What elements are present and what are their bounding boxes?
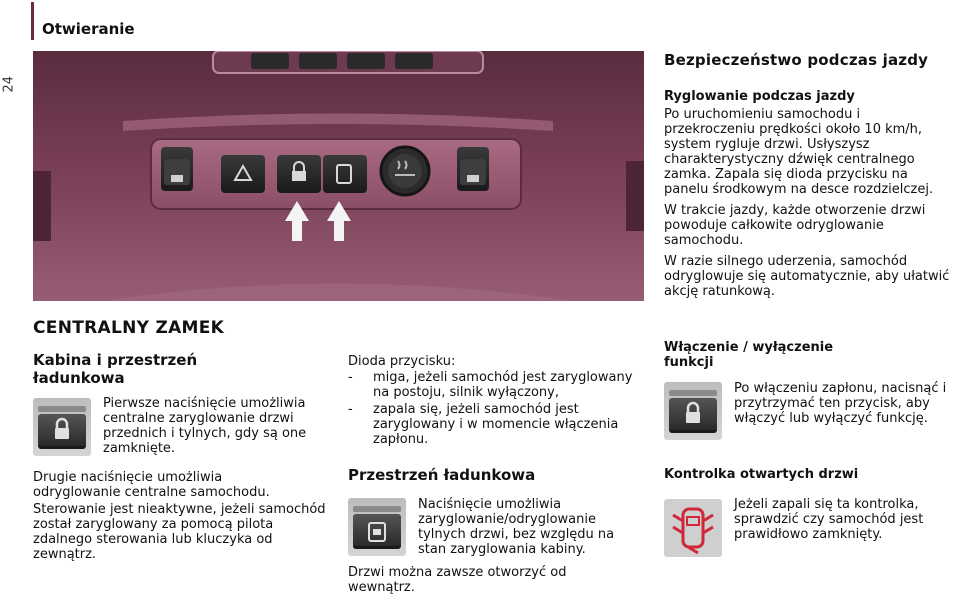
locking-text bbox=[664, 107, 954, 305]
cabin-heading: Kabina i przestrzeń ładunkowa bbox=[33, 351, 198, 387]
warning-text: Jeżeli zapali się ta kontrolka, sprawdzić czy samochód jest prawidłowo zamknięty. bbox=[734, 497, 924, 542]
lock-button-icon-toggle bbox=[664, 382, 722, 440]
locking-paragraph-2: W trakcie jazdy, każde otworzenie drzwi powoduje całkowite odryglowanie samochodu. bbox=[664, 203, 926, 248]
locking-heading: Ryglowanie podczas jazdy bbox=[664, 89, 855, 104]
section-title-central-lock: CENTRALNY ZAMEK bbox=[33, 318, 225, 338]
header-rule bbox=[31, 2, 34, 40]
warning-heading: Kontrolka otwartych drzwi bbox=[664, 467, 859, 482]
led-item-lit: - zapala się, jeżeli samochód jest zaryglowany i w momencie włączenia zapłonu. bbox=[348, 402, 638, 447]
toggle-heading: Włączenie / wyłączenie funkcji bbox=[664, 340, 834, 370]
section-title-driving-safety: Bezpieczeństwo podczas jazdy bbox=[664, 51, 929, 69]
page-number: 24 bbox=[1, 75, 17, 93]
page-title: Otwieranie bbox=[42, 20, 135, 38]
cabin-first-press: Pierwsze naciśnięcie umożliwia centralne zaryglowanie drzwi przednich i tylnych, gdy są one zamknięte. bbox=[103, 396, 307, 456]
cargo-text: Naciśnięcie umożliwia zaryglowanie/odryglowanie tylnych drzwi, bez względu na stan zaryglowania kabiny. bbox=[418, 497, 615, 557]
cargo-lock-button-icon bbox=[348, 498, 406, 556]
led-item-blink: - miga, jeżeli samochód jest zaryglowany na postoju, silnik wyłączony, bbox=[348, 370, 638, 400]
cabin-second-press: Drugie naciśnięcie umożliwia odryglowanie centralne samochodu. bbox=[33, 470, 270, 500]
led-status-list bbox=[348, 370, 638, 449]
toggle-text: Po włączeniu zapłonu, nacisnąć i przytrzymać ten przycisk, aby włączyć lub wyłączyć funkcję. bbox=[734, 381, 947, 426]
cargo-footer: Drzwi można zawsze otworzyć od wewnątrz. bbox=[348, 565, 567, 595]
locking-paragraph-1: Po uruchomieniu samochodu i przekroczeniu prędkości około 10 km/h, system rygluje drzwi. Usłyszysz charakterystyczny dźwięk centralnego zamka. Zapala się dioda przycisku na panelu środkowym na desce rozdzielczej. bbox=[664, 107, 934, 197]
car-doors-open-icon bbox=[664, 499, 722, 557]
led-intro: Dioda przycisku: bbox=[348, 354, 456, 369]
dashboard-photo bbox=[33, 51, 644, 301]
cargo-heading: Przestrzeń ładunkowa bbox=[348, 466, 536, 484]
cabin-inactive-note: Sterowanie jest nieaktywne, jeżeli samochód został zaryglowany za pomocą pilota zdalnego sterowania lub kluczyka od zewnątrz. bbox=[33, 502, 326, 562]
locking-paragraph-3: W razie silnego uderzenia, samochód odryglowuje się automatycznie, aby ułatwić akcję ratunkową. bbox=[664, 254, 950, 299]
lock-button-icon bbox=[33, 398, 91, 456]
